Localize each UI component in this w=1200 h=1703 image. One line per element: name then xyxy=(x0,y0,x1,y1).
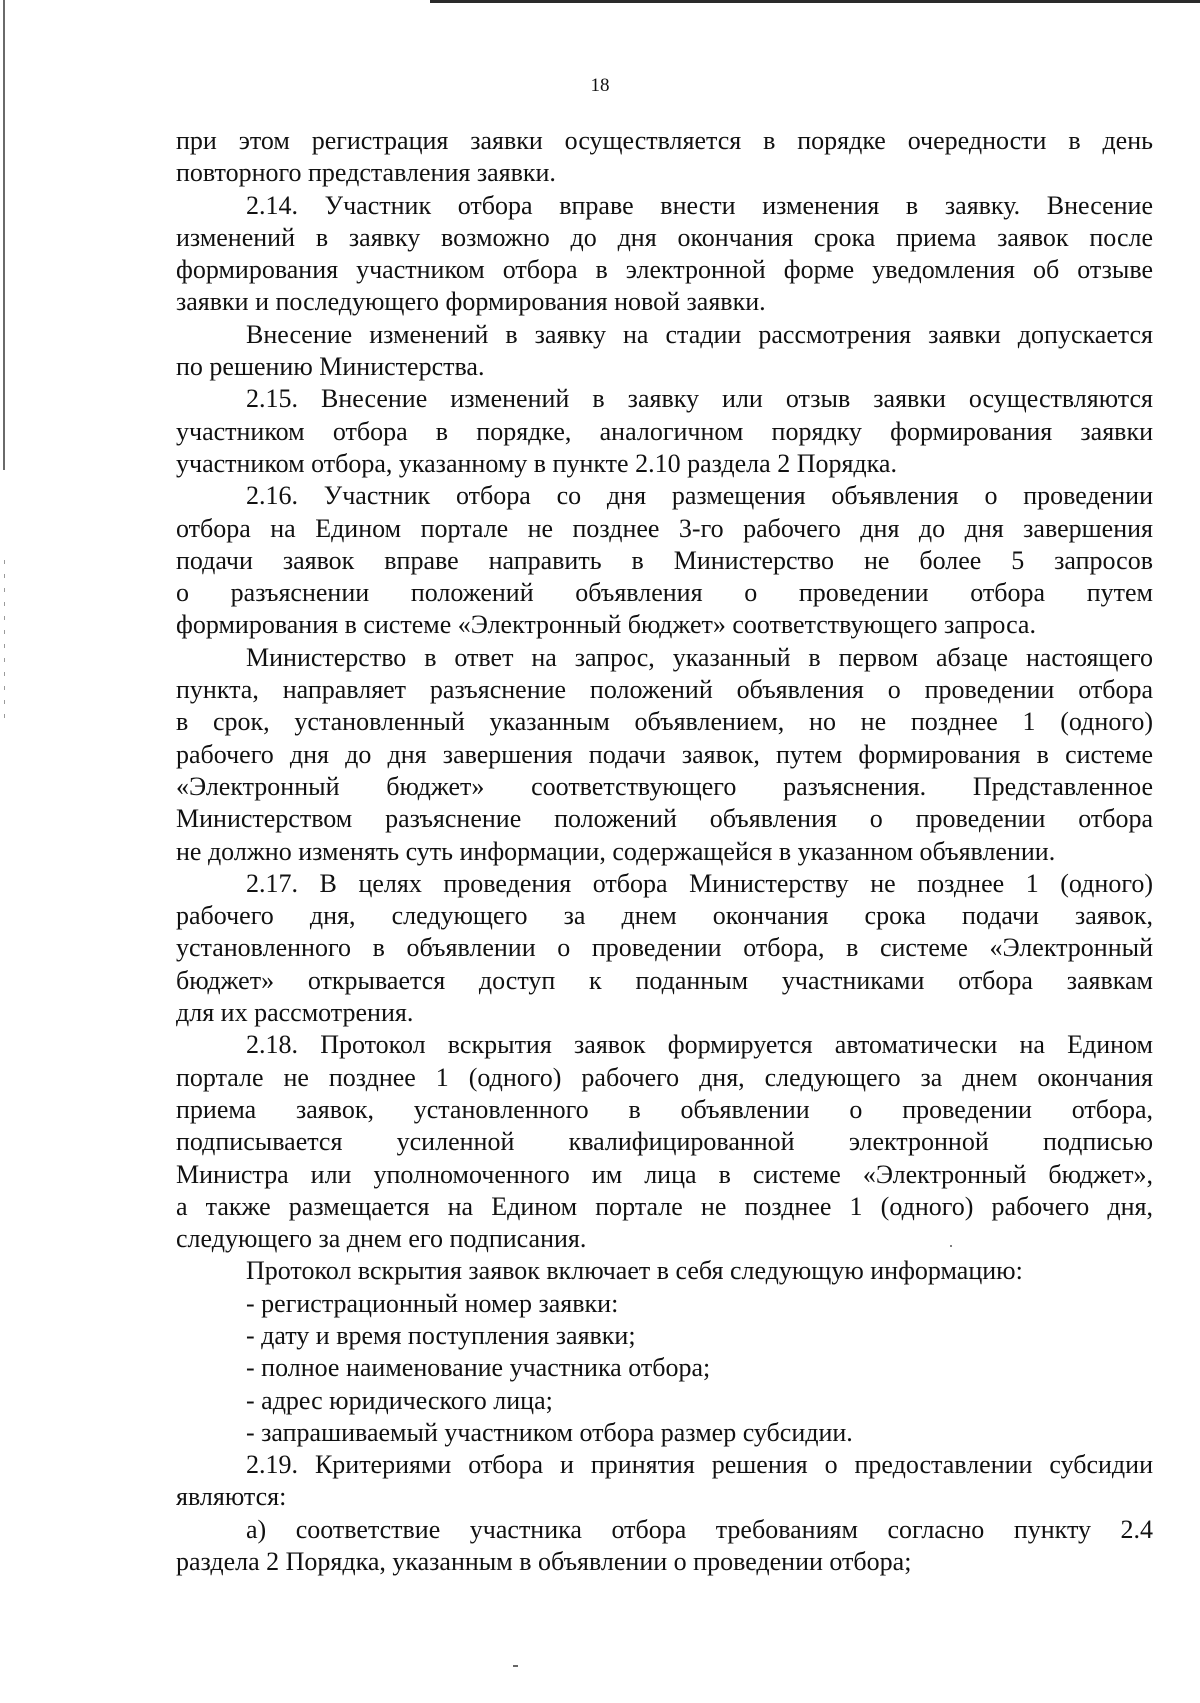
document-body xyxy=(176,125,1153,1578)
text-line: «Электронный бюджет» соответствующего разъяснения. Представленное xyxy=(176,771,1153,801)
text-line: являются: xyxy=(176,1482,287,1512)
text-line: 2.18. Протокол вскрытия заявок формируется автоматически на Едином xyxy=(246,1030,1153,1060)
text-line: приема заявок, установленного в объявлении о проведении отбора, xyxy=(176,1094,1153,1124)
text-line: рабочего дня, следующего за днем окончания срока подачи заявок, xyxy=(176,901,1153,931)
text-line: - запрашиваемый участником отбора размер субсидии. xyxy=(246,1417,853,1447)
text-line: Министерством разъяснение положений объявления о проведении отбора xyxy=(176,804,1153,834)
text-line: для их рассмотрения. xyxy=(176,998,414,1028)
text-line: 2.16. Участник отбора со дня размещения объявления о проведении xyxy=(246,481,1153,511)
scan-border-left xyxy=(3,0,5,470)
list-item xyxy=(176,1288,1153,1320)
text-line: формирования в системе «Электронный бюджет» соответствующего запроса. xyxy=(176,610,1036,640)
text-line: портале не позднее 1 (одного) рабочего дня, следующего за днем окончания xyxy=(176,1062,1153,1092)
scan-border-top xyxy=(430,0,1200,3)
paragraph-2-14 xyxy=(176,190,1153,319)
text-line: повторного представления заявки. xyxy=(176,158,556,188)
list-item xyxy=(176,1352,1153,1384)
paragraph-protocol-contents xyxy=(176,1255,1153,1287)
scan-border-left-dotted xyxy=(4,560,5,720)
paragraph-2-18 xyxy=(176,1029,1153,1255)
text-line: 2.15. Внесение изменений в заявку или отзыв заявки осуществляются xyxy=(246,384,1153,414)
list-item xyxy=(176,1417,1153,1449)
text-line: при этом регистрация заявки осуществляется в порядке очередности в день xyxy=(176,126,1153,155)
text-line: установленного в объявлении о проведении отбора, в системе «Электронный xyxy=(176,933,1153,963)
text-line: Министра или уполномоченного им лица в системе «Электронный бюджет», xyxy=(176,1159,1153,1189)
paragraph-amendment-review xyxy=(176,319,1153,384)
paragraph-ministry-response xyxy=(176,642,1153,868)
text-line: по решению Министерства. xyxy=(176,352,485,382)
text-line: бюджет» открывается доступ к поданным участниками отбора заявкам xyxy=(176,965,1153,995)
text-line: не должно изменять суть информации, содержащейся в указанном объявлении. xyxy=(176,836,1056,866)
text-line: Протокол вскрытия заявок включает в себя следующую информацию: xyxy=(246,1256,1023,1286)
text-line: формирования участником отбора в электронной форме уведомления об отзыве xyxy=(176,255,1153,285)
paragraph-2-16 xyxy=(176,480,1153,641)
text-line: участником отбора в порядке, аналогичном порядку формирования заявки xyxy=(176,416,1153,446)
list-item xyxy=(176,1385,1153,1417)
scan-speck xyxy=(950,1245,952,1247)
text-line: а) соответствие участника отбора требованиям согласно пункту 2.4 xyxy=(246,1514,1153,1544)
page-number: 18 xyxy=(590,75,610,96)
text-line: отбора на Едином портале не позднее 3-го рабочего дня до дня завершения xyxy=(176,513,1153,543)
text-line: а также размещается на Едином портале не позднее 1 (одного) рабочего дня, xyxy=(176,1191,1153,1221)
paragraph-2-15 xyxy=(176,383,1153,480)
text-line: рабочего дня до дня завершения подачи заявок, путем формирования в системе xyxy=(176,739,1153,769)
paragraph-2-19 xyxy=(176,1449,1153,1514)
text-line: Внесение изменений в заявку на стадии рассмотрения заявки допускается xyxy=(246,319,1153,349)
text-line: следующего за днем его подписания. xyxy=(176,1224,587,1254)
paragraph-criterion-a xyxy=(176,1514,1153,1579)
text-line: заявки и последующего формирования новой заявки. xyxy=(176,287,766,317)
text-line: 2.19. Критериями отбора и принятия решения о предоставлении субсидии xyxy=(246,1450,1153,1480)
paragraph-2-17 xyxy=(176,868,1153,1029)
list-item xyxy=(176,1320,1153,1352)
text-line: изменений в заявку возможно до дня окончания срока приема заявок после xyxy=(176,222,1153,252)
text-line: - дату и время поступления заявки; xyxy=(246,1320,636,1350)
text-line: - полное наименование участника отбора; xyxy=(246,1353,711,1383)
text-line: в срок, установленный указанным объявлением, но не позднее 1 (одного) xyxy=(176,707,1153,737)
text-line: - регистрационный номер заявки: xyxy=(246,1288,619,1318)
text-line: участником отбора, указанному в пункте 2.10 раздела 2 Порядка. xyxy=(176,448,897,478)
text-line: подачи заявок вправе направить в Министерство не более 5 запросов xyxy=(176,545,1153,575)
text-line: раздела 2 Порядка, указанным в объявлении о проведении отбора; xyxy=(176,1547,912,1577)
scan-speck xyxy=(513,1665,518,1667)
text-line: 2.14. Участник отбора вправе внести изменения в заявку. Внесение xyxy=(246,190,1153,220)
text-line: - адрес юридического лица; xyxy=(246,1385,553,1415)
paragraph-continuation xyxy=(176,125,1153,190)
text-line: подписывается усиленной квалифицированной электронной подписью xyxy=(176,1127,1153,1157)
text-line: 2.17. В целях проведения отбора Министерству не позднее 1 (одного) xyxy=(246,868,1153,898)
text-line: пункта, направляет разъяснение положений объявления о проведении отбора xyxy=(176,675,1153,705)
text-line: о разъяснении положений объявления о проведении отбора путем xyxy=(176,578,1153,608)
text-line: Министерство в ответ на запрос, указанный в первом абзаце настоящего xyxy=(246,642,1153,672)
